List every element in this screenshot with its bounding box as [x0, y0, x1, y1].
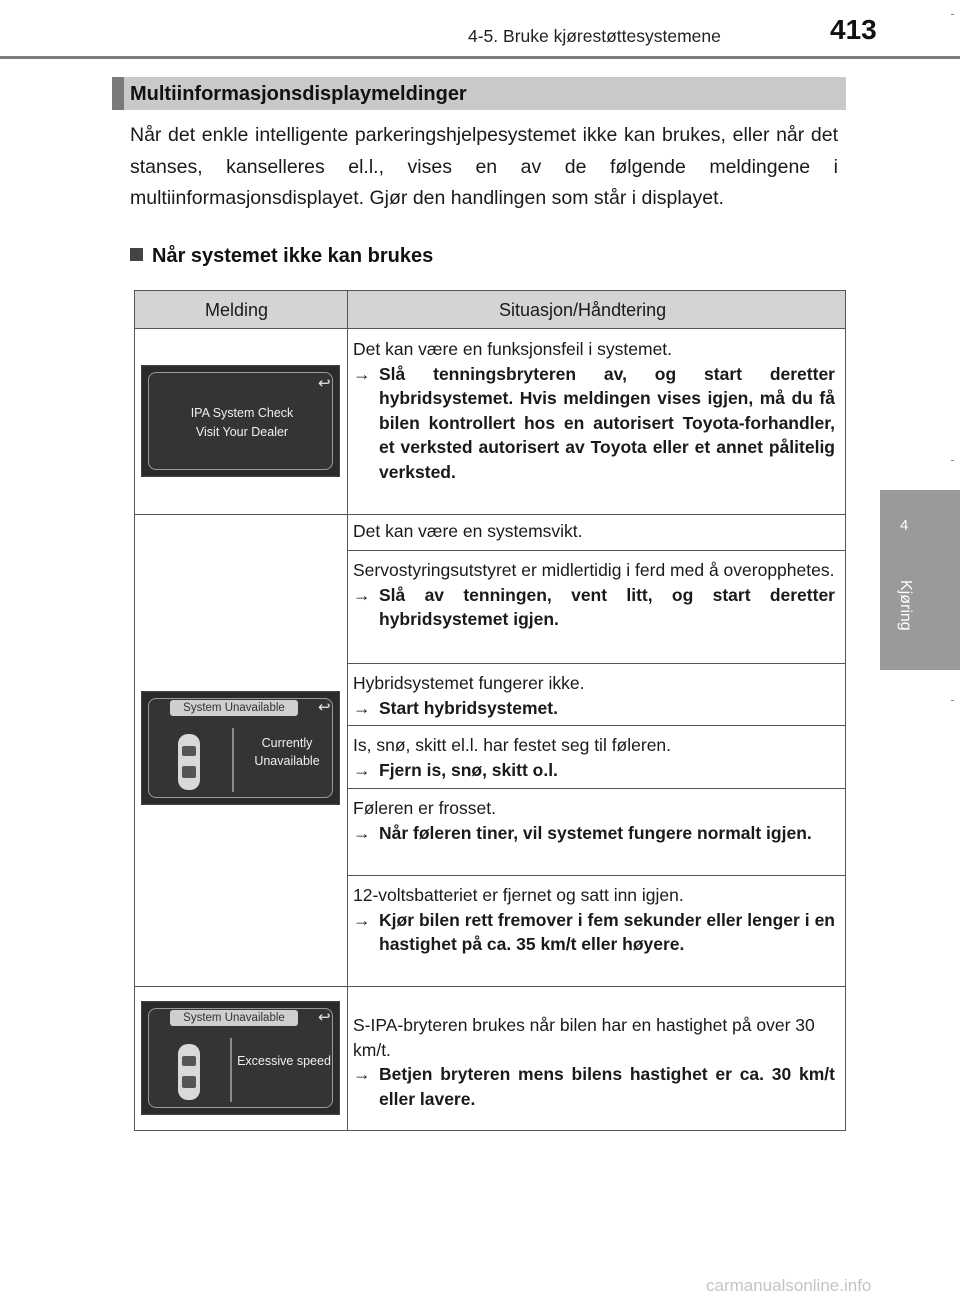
situation-cell [353, 796, 835, 845]
situation-text: Det kan være en systemsvikt. [353, 521, 583, 541]
arrow-icon: → [353, 584, 371, 605]
row-divider [347, 788, 845, 789]
back-icon: ↩ [318, 1009, 331, 1026]
column-divider [347, 291, 348, 1130]
header-rule [0, 56, 960, 59]
watermark: carmanualsonline.info [706, 1276, 872, 1295]
display-image-system-check [141, 365, 340, 477]
intro-paragraph: Når det enkle intelligente parkeringshjelpesystemet ikke kan brukes, eller når det stanses, kanselleres el.l., vises en av de følgende meldingene i multiinformasjonsdisplayet. Gjør den handlingen som står i displayet. [130, 124, 838, 209]
crop-mark [951, 460, 954, 461]
action-text: → Betjen bryteren mens bilens hastighet er ca. 30 km/t eller lavere. [353, 1062, 835, 1111]
row-divider [347, 550, 845, 551]
car-top-view-icon [174, 732, 204, 792]
situation-cell [353, 733, 835, 782]
row-divider [347, 663, 845, 664]
situation-cell [353, 558, 835, 632]
column-header-situation: Situasjon/Håndtering [499, 300, 667, 320]
arrow-icon: → [353, 909, 371, 930]
action-text: → Start hybridsystemet. [353, 696, 835, 721]
display-text-line1: Currently [261, 736, 313, 750]
display-text-line1: IPA System Check [190, 406, 294, 420]
display-image-excessive-speed [141, 1001, 340, 1115]
row-divider [347, 725, 845, 726]
subheading [130, 245, 433, 268]
situation-cell [353, 883, 835, 957]
back-icon: ↩ [318, 375, 331, 392]
situation-text: Føleren er frosset. [353, 798, 496, 818]
row-divider [135, 986, 845, 987]
action-text: → Kjør bilen rett fremover i fem sekunder eller lenger i en hastighet på ca. 35 km/t eller høyere. [353, 908, 835, 957]
situation-text: Servostyringsutstyret er midlertidig i ferd med å overopphetes. [353, 560, 835, 580]
action-text: → Slå av tenningen, vent litt, og start deretter hybridsystemet igjen. [353, 583, 835, 632]
display-text-line2: Unavailable [254, 754, 320, 768]
system-unavailable-pill: System Unavailable [170, 1010, 298, 1026]
crop-mark [951, 700, 954, 701]
situation-text: Is, snø, skitt el.l. har festet seg til føleren. [353, 735, 672, 755]
section-title: Multiinformasjonsdisplaymeldinger [130, 83, 467, 105]
situation-text: Hybridsystemet fungerer ikke. [353, 673, 585, 693]
action-text: → Slå tenningsbryteren av, og start deretter hybridsystemet. Hvis meldingen vises igjen, må du få bilen kontrollert hos en autorisert Toyota-forhandler, et verksted autorisert av Toyota eller et annet pålitelig verksted. [353, 362, 835, 485]
situation-cell [353, 1013, 835, 1111]
arrow-icon: → [353, 1064, 371, 1084]
square-bullet-icon [130, 248, 143, 261]
subheading-text: Når systemet ikke kan brukes [152, 245, 434, 267]
action-text: → Når føleren tiner, vil systemet fungere normalt igjen. [353, 821, 835, 846]
crop-mark [951, 14, 954, 15]
action-text: → Fjern is, snø, skitt o.l. [353, 758, 835, 783]
side-tab-label: Kjøring [897, 580, 914, 631]
arrow-icon: → [353, 697, 371, 718]
arrow-icon: → [353, 759, 371, 780]
table-header-row [135, 291, 845, 329]
row-divider [135, 514, 845, 515]
display-image-currently-unavailable [141, 691, 340, 805]
situation-cell [353, 671, 835, 720]
situation-cell [353, 337, 835, 484]
side-tab-number: 4 [900, 517, 909, 534]
column-header-message: Melding [205, 300, 269, 320]
chapter-side-tab [880, 490, 960, 670]
page-number: 413 [830, 14, 877, 45]
system-unavailable-pill: System Unavailable [170, 700, 298, 716]
back-icon: ↩ [318, 699, 331, 716]
row-divider [347, 875, 845, 876]
arrow-icon: → [353, 363, 371, 384]
arrow-icon: → [353, 822, 371, 843]
situation-text: Det kan være en funksjonsfeil i systemet. [353, 339, 673, 359]
message-table [134, 290, 846, 1131]
display-text-line2: Visit Your Dealer [195, 425, 289, 439]
situation-text: S-IPA-bryteren brukes når bilen har en hastighet på over 30 km/t. [353, 1015, 815, 1060]
chapter-title: 4-5. Bruke kjørestøttesystemene [468, 26, 721, 46]
display-text-line1: Excessive speed [237, 1054, 331, 1068]
situation-cell [353, 519, 835, 544]
situation-text: 12-voltsbatteriet er fjernet og satt inn igjen. [353, 885, 684, 905]
car-top-view-icon [174, 1042, 204, 1102]
section-header-accent [112, 77, 124, 110]
